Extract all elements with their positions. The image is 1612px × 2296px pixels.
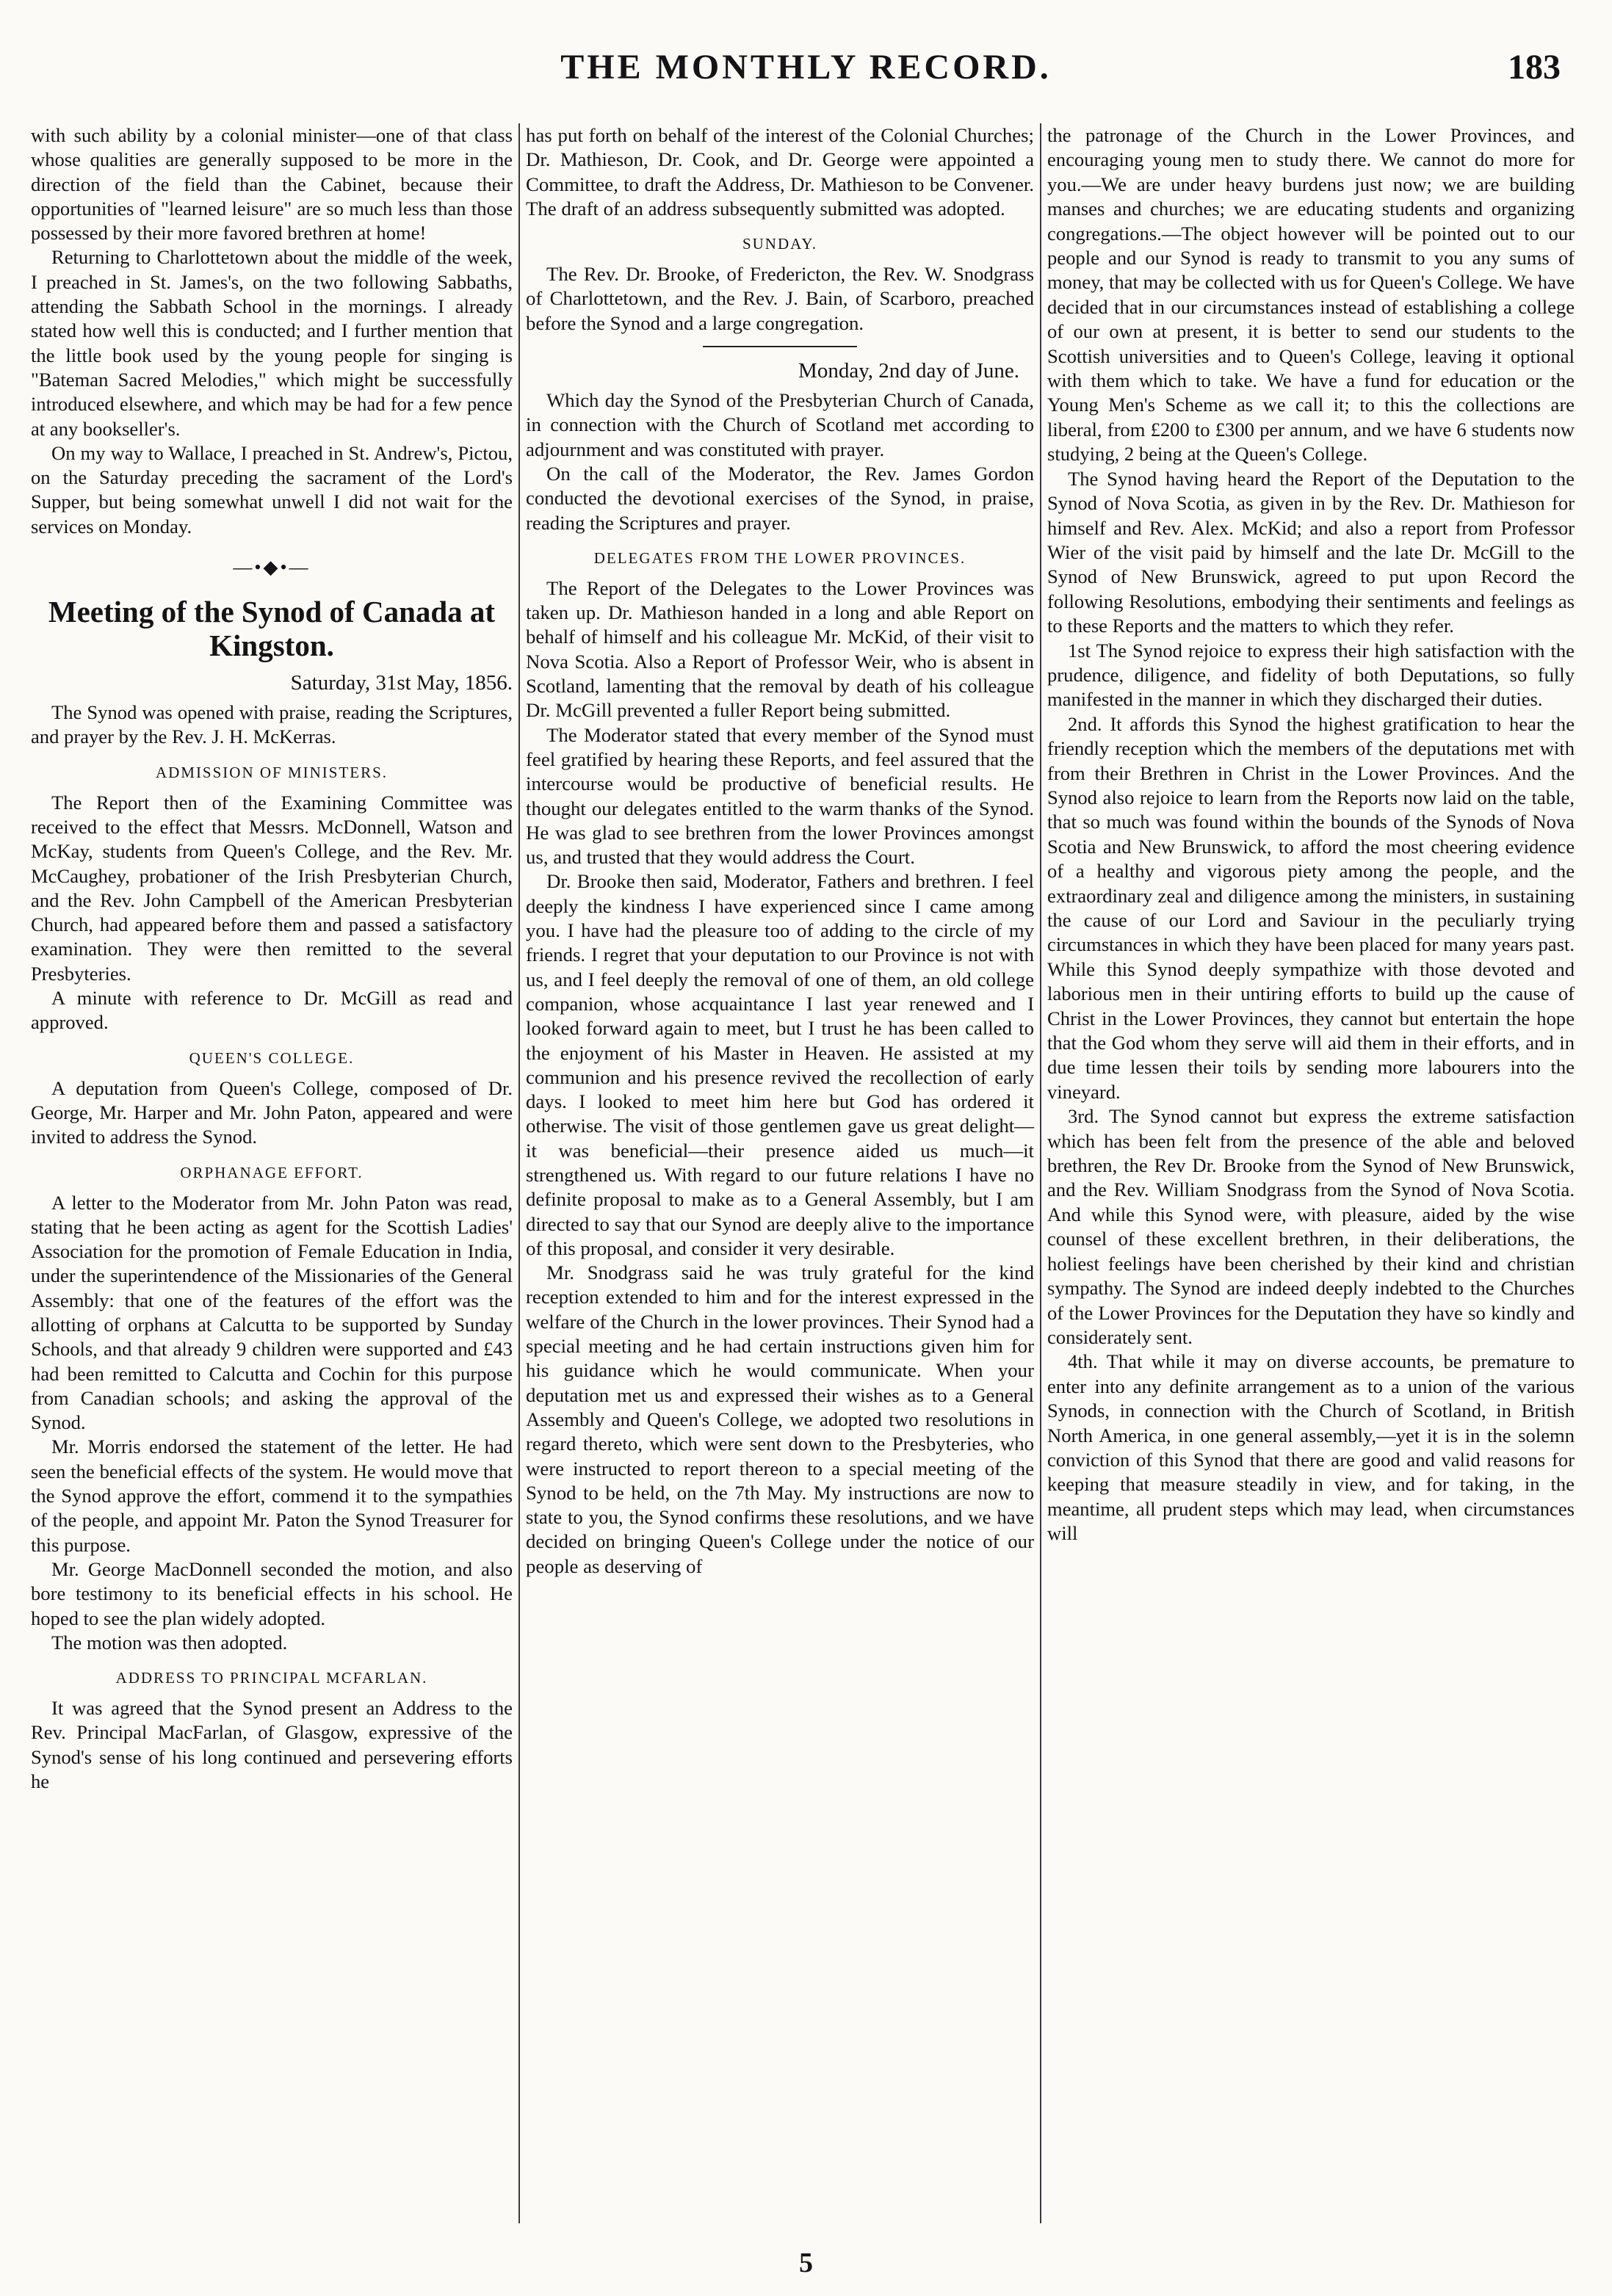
paragraph: The Rev. Dr. Brooke, of Fredericton, the Rev. W. Snodgrass of Charlottetown, and the Rev. J. Bain, of Scarboro, preached before the Synod and a large congregation.	[526, 263, 1034, 334]
section-heading: SUNDAY.	[742, 235, 818, 253]
section-heading: ORPHANAGE EFFORT.	[180, 1163, 364, 1181]
column-1	[25, 123, 518, 2223]
paragraph: It was agreed that the Synod present an Address to the Rev. Principal MacFarlan, of Glasgow, expressive of the Synod's sense of his long continued and persevering efforts he	[31, 1697, 513, 1793]
running-title: THE MONTHLY RECORD.	[560, 48, 1052, 87]
paragraph: The Report then of the Examining Committee was received to the effect that Messrs. McDonnell, Watson and McKay, students from Queen's College, and the Rev. Mr. McCaughey, probationer of the Irish Presbyterian Church, and the Rev. John Campbell of the American Presbyterian Church, had appeared before them and passed a satisfactory examination. They were then remitted to the several Presbyteries.	[31, 791, 513, 985]
paragraph: Returning to Charlottetown about the middle of the week, I preached in St. James's, on the two following Sabbaths, attending the Sabbath School in the mornings. I already stated how well this is conducted; and I further mention that the little book used by the young people for singing is "Bateman Sacred Melodies," which might be successfully introduced elsewhere, and which may be had for a few pence at any bookseller's.	[31, 246, 513, 440]
paragraph: Mr. Morris endorsed the statement of the letter. He had seen the beneficial effects of the system. He would move that the Synod approve the effort, commend it to the sympathies of the people, and appoint Mr. Paton the Synod Treasurer for this purpose.	[31, 1435, 513, 1556]
dateline: Monday, 2nd day of June.	[798, 359, 1019, 383]
column-3	[1040, 123, 1580, 2223]
paragraph: The Synod was opened with praise, reading the Scriptures, and prayer by the Rev. J. H. McKerras.	[31, 701, 513, 748]
paragraph: 4th. That while it may on diverse accounts, be premature to enter into any definite arrangement as to a union of the various Synods, in connection with the Church of Scotland, in British North America, in one general assembly,—yet it is in the solemn conviction of this Synod that there are good and valid reasons for keeping that measure steadily in view, and for taking, in the meantime, all prudent steps which may lead, when circumstances will	[1047, 1350, 1575, 1545]
section-heading: ADDRESS TO PRINCIPAL MCFARLAN.	[115, 1669, 428, 1687]
paragraph: 3rd. The Synod cannot but express the extreme satisfaction which has been felt from the presence of the able and beloved brethren, the Rev Dr. Brooke from the Synod of New Brunswick, and the Rev. William Snodgrass from the Synod of Nova Scotia. And while this Synod were, with pleasure, aided by the wise counsel of these excellent brethren, in their deliberations, the holiest feelings have been cherished by their kind and christian sympathy. The Synod are indeed deeply indebted to the Churches of the Lower Provinces for the Deputation they have so kindly and considerately sent.	[1047, 1105, 1575, 1348]
article-title: Meeting of the Synod of Canada at Kingston.	[48, 595, 496, 663]
text-columns	[25, 123, 1580, 2223]
dateline: Saturday, 31st May, 1856.	[290, 671, 513, 695]
paragraph: A deputation from Queen's College, composed of Dr. George, Mr. Harper and Mr. John Paton, appeared and were invited to address the Synod.	[31, 1076, 513, 1148]
masthead	[44, 47, 1568, 98]
paragraph: The Report of the Delegates to the Lower Provinces was taken up. Dr. Mathieson handed in a long and able Report on behalf of himself and his colleague Mr. McKid, of their visit to Nova Scotia. Also a Report of Professor Weir, who is absent in Scotland, lamenting that the removal by death of his colleague Dr. McGill prevented a fuller Report being submitted.	[526, 576, 1034, 722]
section-heading: QUEEN'S COLLEGE.	[189, 1049, 355, 1067]
paragraph: The Moderator stated that every member of the Synod must feel gratified by hearing these Reports, and feel assured that the intercourse would be productive of beneficial results. He thought our delegates entitled to the warm thanks of the Synod. He was glad to see brethren from the lower Provinces amongst us, and trusted that they would address the Court.	[526, 723, 1034, 869]
section-heading: ADMISSION OF MINISTERS.	[155, 763, 388, 781]
paragraph: Which day the Synod of the Presbyterian Church of Canada, in connection with the Church of Scotland met according to adjournment and was constituted with prayer.	[526, 389, 1034, 460]
paragraph: the patronage of the Church in the Lower Provinces, and encouraging young men to study there. We cannot do more for you.—We are under heavy burdens just now; we are building manses and churches; we are educating students and organizing congregations.—The object however will be pointed out to our people and our Synod is ready to transmit to you any sums of money, that may be collected with us for Queen's College. We have decided that in our circumstances instead of establishing a college of our own at present, it is better to send our students to the Scottish universities and to Queen's College, leaving it optional with them which to take. We have a fund for education or the Young Men's Scheme as we call it; to this the collections are liberal, from £200 to £300 per annum, and we have 6 students now studying, 2 being at the Queen's College.	[1047, 124, 1575, 466]
column-2	[518, 123, 1040, 2223]
paragraph: has put forth on behalf of the interest of the Colonial Churches; Dr. Mathieson, Dr. Cook, and Dr. George were appointed a Committee, to draft the Address, Dr. Mathieson to be Convener. The draft of an address subsequently submitted was adopted.	[526, 124, 1034, 220]
paragraph: A minute with reference to Dr. McGill as read and approved.	[31, 987, 513, 1034]
section-ornament: —•◆•—	[233, 557, 311, 579]
paragraph: A letter to the Moderator from Mr. John Paton was read, stating that he been acting as agent for the Scottish Ladies' Association for the promotion of Female Education in India, under the superintendence of the Missionaries of the General Assembly: that one of the features of the effort was the allotting of orphans at Calcutta to be supported by Sunday Schools, and that already 9 children were supported and £43 had been remitted to Calcutta and Cochin for this purpose from Canadian schools; and asking the approval of the Synod.	[31, 1191, 513, 1434]
section-rule	[703, 346, 857, 347]
paragraph: Mr. Snodgrass said he was truly grateful for the kind reception extended to him and for the interest expressed in the welfare of the Church in the lower provinces. Their Synod had a special meeting and he had certain instructions given him for his guidance which he would communicate. When your deputation met us and expressed their wishes as to a General Assembly and Queen's College, we adopted two resolutions in regard thereto, which were sent down to the Presbyteries, who were instructed to report thereon to a special meeting of the Synod to be held, on the 7th May. My instructions are now to state to you, the Synod confirms these resolutions, and we have decided on bringing Queen's College under the notice of our people as deserving of	[526, 1261, 1034, 1577]
paragraph: The motion was then adopted.	[51, 1631, 288, 1654]
paragraph: Dr. Brooke then said, Moderator, Fathers and brethren. I feel deeply the kindness I have experienced since I came among you. I have had the pleasure too of adding to the circle of my friends. I regret that your deputation to our Province is not with us, and I feel deeply the removal of one of them, an old college companion, whose acquaintance I last year renewed and I looked forward again to meet, but I trust he has been called to the enjoyment of his Master in Heaven. He assisted at my communion and his presence revived the recollection of early days. I looked to meet him here but God has ordered it otherwise. The visit of those gentlemen gave us great delight—it was beneficial—their presence aided us much—it strengthened us. With regard to our future relations I have no definite proposal to make as to a General Assembly, but I am directed to say that our Synod are deeply alive to the importance of this proposal, and consider it very desirable.	[526, 870, 1034, 1259]
paragraph: with such ability by a colonial minister—one of that class whose qualities are generally supposed to be more in the direction of the field than the Cabinet, because their opportunities of "learned leisure" are so much less than those possessed by their more favored brethren at home!	[31, 124, 513, 245]
paragraph: On the call of the Moderator, the Rev. James Gordon conducted the devotional exercises of the Synod, in praise, reading the Scriptures and prayer.	[526, 462, 1034, 534]
page-number: 183	[1508, 48, 1561, 87]
paragraph: 1st The Synod rejoice to express their high satisfaction with the prudence, diligence, and fidelity of both Deputations, so fully manifested in the manner in which they discharged their duties.	[1047, 639, 1575, 711]
paragraph: 2nd. It affords this Synod the highest gratification to hear the friendly reception which the members of the deputations met with from their Brethren in Christ in the Lower Provinces. And the Synod also rejoice to learn from the Reports now laid on the table, that so much was found within the bounds of the Synods of Nova Scotia and New Brunswick, to afford the most cheering evidence of a healthy and vigorous piety among the people, and the extraordinary zeal and diligence among the ministers, in sustaining the cause of our Lord and Saviour in the peculiarly trying circumstances in which they have been placed for many years past. While this Synod deeply sympathize with those devoted and laborious men in their untiring efforts to build up the cause of Christ in the Lower Provinces, they cannot but entertain the hope that the God whom they serve will aid them in their efforts, and in due time lessen their toils by sending more labourers into the vineyard.	[1047, 712, 1575, 1103]
paragraph: Mr. George MacDonnell seconded the motion, and also bore testimony to its beneficial effects in his school. He hoped to see the plan widely adopted.	[31, 1557, 513, 1629]
section-heading: DELEGATES FROM THE LOWER PROVINCES.	[593, 548, 966, 567]
signature-mark: 5	[799, 2248, 813, 2278]
paragraph: On my way to Wallace, I preached in St. Andrew's, Pictou, on the Saturday preceding the sacrament of the Lord's Supper, but being somewhat unwell I did not wait for the services on Monday.	[31, 441, 513, 537]
paragraph: The Synod having heard the Report of the Deputation to the Synod of Nova Scotia, as given in by the Rev. Dr. Mathieson for himself and Rev. Alex. McKid; and also a report from Professor Wier of the visit paid by himself and the late Dr. McGill to the Synod of New Brunswick, agreed to put upon Record the following Resolutions, embodying their sentiments and feelings as to these Reports and the matters to which they refer.	[1047, 467, 1575, 637]
